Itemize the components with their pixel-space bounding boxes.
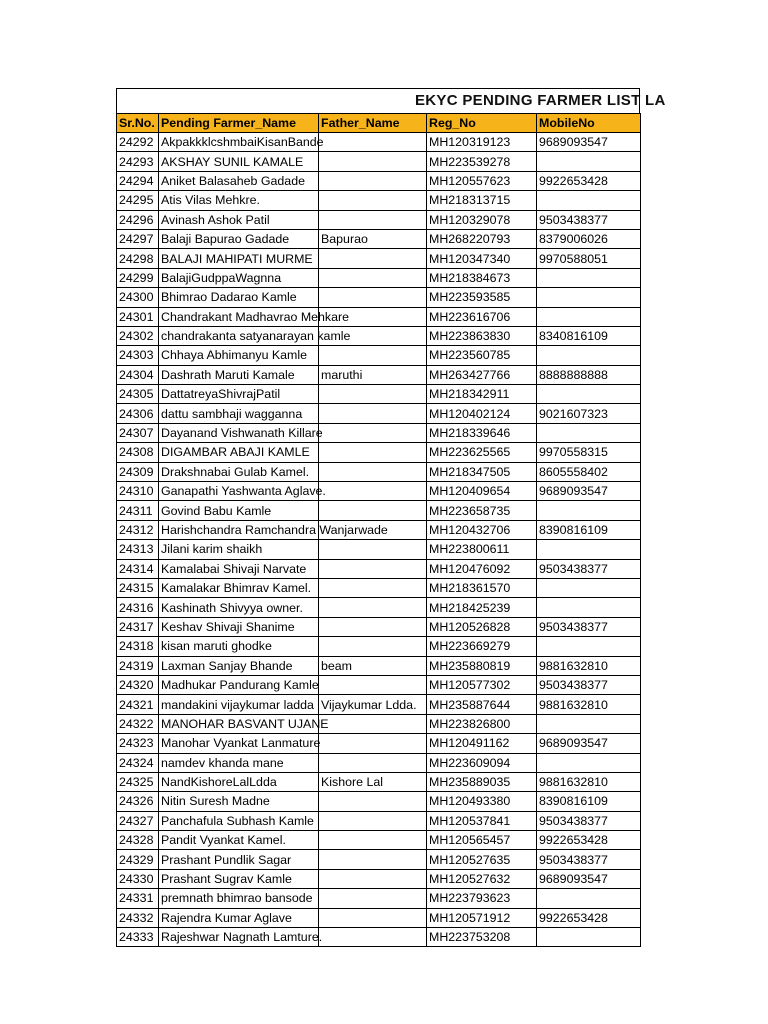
cell-reg-no[interactable]: MH120491162	[427, 734, 537, 753]
table-row	[117, 520, 641, 539]
cell-reg-no[interactable]: MH268220793	[427, 229, 537, 248]
farmer-table	[116, 113, 641, 947]
cell-mobile-no[interactable]: 9503438377	[537, 559, 641, 578]
cell-father-name[interactable]: Vijaykumar Ldda.	[319, 695, 427, 714]
cell-sr-no[interactable]: 24326	[117, 792, 159, 811]
cell-sr-no[interactable]: 24293	[117, 152, 159, 171]
cell-reg-no[interactable]: MH120527635	[427, 850, 537, 869]
cell-reg-no[interactable]: MH223863830	[427, 326, 537, 345]
cell-father-name[interactable]	[319, 307, 427, 326]
cell-reg-no[interactable]: MH218425239	[427, 598, 537, 617]
cell-father-name[interactable]	[319, 133, 427, 152]
table-row	[117, 617, 641, 636]
cell-mobile-no[interactable]: 9970588051	[537, 249, 641, 268]
table-row	[117, 695, 641, 714]
cell-farmer-name[interactable]: Balaji Bapurao Gadade	[159, 229, 319, 248]
cell-mobile-no[interactable]: 9881632810	[537, 656, 641, 675]
cell-mobile-no[interactable]: 9503438377	[537, 811, 641, 830]
cell-sr-no[interactable]: 24317	[117, 617, 159, 636]
table-row	[117, 578, 641, 597]
cell-mobile-no[interactable]: 9503438377	[537, 675, 641, 694]
cell-mobile-no[interactable]: 9922653428	[537, 908, 641, 927]
cell-mobile-no[interactable]: 9689093547	[537, 482, 641, 501]
cell-sr-no[interactable]: 24304	[117, 365, 159, 384]
cell-farmer-name[interactable]: Avinash Ashok Patil	[159, 210, 319, 229]
table-row	[117, 908, 641, 927]
table-row	[117, 171, 641, 190]
cell-father-name[interactable]	[319, 249, 427, 268]
cell-farmer-name[interactable]: Kamalakar Bhimrav Kamel.	[159, 578, 319, 597]
cell-father-name[interactable]: beam	[319, 656, 427, 675]
cell-mobile-no[interactable]: 9503438377	[537, 850, 641, 869]
cell-farmer-name[interactable]: Prashant Pundlik Sagar	[159, 850, 319, 869]
cell-mobile-no[interactable]	[537, 753, 641, 772]
cell-reg-no[interactable]: MH223793623	[427, 889, 537, 908]
cell-mobile-no[interactable]: 8390816109	[537, 792, 641, 811]
header-sr-no[interactable]: Sr.No.	[117, 114, 159, 133]
cell-father-name[interactable]	[319, 288, 427, 307]
cell-sr-no[interactable]: 24302	[117, 326, 159, 345]
cell-father-name[interactable]	[319, 831, 427, 850]
cell-sr-no[interactable]: 24316	[117, 598, 159, 617]
table-row	[117, 249, 641, 268]
cell-father-name[interactable]	[319, 753, 427, 772]
table-row	[117, 501, 641, 520]
cell-farmer-name[interactable]: Drakshnabai Gulab Kamel.	[159, 462, 319, 481]
table-row	[117, 268, 641, 287]
cell-sr-no[interactable]: 24299	[117, 268, 159, 287]
table-row	[117, 229, 641, 248]
cell-sr-no[interactable]: 24315	[117, 578, 159, 597]
cell-sr-no[interactable]: 24296	[117, 210, 159, 229]
table-row	[117, 928, 641, 947]
cell-farmer-name[interactable]: Keshav Shivaji Shanime	[159, 617, 319, 636]
cell-mobile-no[interactable]	[537, 423, 641, 442]
table-row	[117, 404, 641, 423]
cell-farmer-name[interactable]: mandakini vijaykumar ladda	[159, 695, 319, 714]
table-row	[117, 559, 641, 578]
cell-sr-no[interactable]: 24328	[117, 831, 159, 850]
cell-reg-no[interactable]: MH218384673	[427, 268, 537, 287]
cell-sr-no[interactable]: 24295	[117, 191, 159, 210]
cell-reg-no[interactable]: MH223658735	[427, 501, 537, 520]
cell-mobile-no[interactable]	[537, 191, 641, 210]
cell-reg-no[interactable]: MH223669279	[427, 637, 537, 656]
cell-farmer-name[interactable]: Dashrath Maruti Kamale	[159, 365, 319, 384]
cell-father-name[interactable]	[319, 385, 427, 404]
cell-reg-no[interactable]: MH218342911	[427, 385, 537, 404]
cell-father-name[interactable]	[319, 637, 427, 656]
cell-father-name[interactable]	[319, 268, 427, 287]
table-row	[117, 675, 641, 694]
cell-farmer-name[interactable]: Rajeshwar Nagnath Lamture.	[159, 928, 319, 947]
cell-reg-no[interactable]: MH223826800	[427, 714, 537, 733]
cell-sr-no[interactable]: 24331	[117, 889, 159, 908]
sheet-title: EKYC PENDING FARMER LIST LA	[415, 92, 666, 109]
table-body	[117, 133, 641, 947]
cell-sr-no[interactable]: 24321	[117, 695, 159, 714]
cell-mobile-no[interactable]	[537, 385, 641, 404]
header-farmer-name[interactable]: Pending Farmer_Name	[159, 114, 319, 133]
cell-sr-no[interactable]: 24312	[117, 520, 159, 539]
table-row	[117, 850, 641, 869]
cell-father-name[interactable]: Kishore Lal	[319, 772, 427, 791]
cell-sr-no[interactable]: 24297	[117, 229, 159, 248]
cell-reg-no[interactable]: MH223560785	[427, 346, 537, 365]
cell-sr-no[interactable]: 24313	[117, 540, 159, 559]
cell-farmer-name[interactable]: Dayanand Vishwanath Killare	[159, 423, 319, 442]
cell-farmer-name[interactable]: Chhaya Abhimanyu Kamle	[159, 346, 319, 365]
cell-mobile-no[interactable]: 9881632810	[537, 772, 641, 791]
cell-father-name[interactable]	[319, 889, 427, 908]
table-row	[117, 753, 641, 772]
cell-reg-no[interactable]: MH120557623	[427, 171, 537, 190]
cell-father-name[interactable]	[319, 869, 427, 888]
cell-farmer-name[interactable]: Pandit Vyankat Kamel.	[159, 831, 319, 850]
cell-reg-no[interactable]: MH218339646	[427, 423, 537, 442]
cell-farmer-name[interactable]: namdev khanda mane	[159, 753, 319, 772]
table-row	[117, 385, 641, 404]
cell-mobile-no[interactable]: 9021607323	[537, 404, 641, 423]
cell-reg-no[interactable]: MH120571912	[427, 908, 537, 927]
table-row	[117, 792, 641, 811]
table-row	[117, 869, 641, 888]
cell-reg-no[interactable]: MH120409654	[427, 482, 537, 501]
cell-father-name[interactable]	[319, 501, 427, 520]
cell-farmer-name[interactable]: AKSHAY SUNIL KAMALE	[159, 152, 319, 171]
cell-father-name[interactable]	[319, 520, 427, 539]
cell-sr-no[interactable]: 24307	[117, 423, 159, 442]
cell-reg-no[interactable]: MH120432706	[427, 520, 537, 539]
cell-sr-no[interactable]: 24308	[117, 443, 159, 462]
cell-sr-no[interactable]: 24298	[117, 249, 159, 268]
cell-reg-no[interactable]: MH223800611	[427, 540, 537, 559]
cell-mobile-no[interactable]	[537, 598, 641, 617]
cell-reg-no[interactable]: MH218361570	[427, 578, 537, 597]
cell-reg-no[interactable]: MH120493380	[427, 792, 537, 811]
cell-sr-no[interactable]: 24318	[117, 637, 159, 656]
cell-father-name[interactable]: Bapurao	[319, 229, 427, 248]
cell-mobile-no[interactable]: 8605558402	[537, 462, 641, 481]
cell-farmer-name[interactable]: Atis Vilas Mehkre.	[159, 191, 319, 210]
table-row	[117, 734, 641, 753]
cell-father-name[interactable]	[319, 734, 427, 753]
cell-father-name[interactable]	[319, 423, 427, 442]
cell-reg-no[interactable]: MH120526828	[427, 617, 537, 636]
cell-farmer-name[interactable]: BalajiGudppaWagnna	[159, 268, 319, 287]
cell-father-name[interactable]	[319, 404, 427, 423]
cell-farmer-name[interactable]: Madhukar Pandurang Kamle	[159, 675, 319, 694]
cell-farmer-name[interactable]: Manohar Vyankat Lanmature	[159, 734, 319, 753]
cell-father-name[interactable]	[319, 598, 427, 617]
table-row	[117, 210, 641, 229]
table-row	[117, 288, 641, 307]
cell-reg-no[interactable]: MH223593585	[427, 288, 537, 307]
cell-reg-no[interactable]: MH120402124	[427, 404, 537, 423]
table-row	[117, 307, 641, 326]
cell-mobile-no[interactable]: 8340816109	[537, 326, 641, 345]
cell-farmer-name[interactable]: Laxman Sanjay Bhande	[159, 656, 319, 675]
cell-mobile-no[interactable]: 9689093547	[537, 734, 641, 753]
cell-farmer-name[interactable]: Prashant Sugrav Kamle	[159, 869, 319, 888]
cell-farmer-name[interactable]: Harishchandra Ramchandra Wanjarwade	[159, 520, 319, 539]
cell-farmer-name[interactable]: Nitin Suresh Madne	[159, 792, 319, 811]
cell-father-name[interactable]	[319, 210, 427, 229]
cell-father-name[interactable]	[319, 540, 427, 559]
cell-reg-no[interactable]: MH218313715	[427, 191, 537, 210]
cell-sr-no[interactable]: 24303	[117, 346, 159, 365]
cell-father-name[interactable]: maruthi	[319, 365, 427, 384]
cell-mobile-no[interactable]: 9922653428	[537, 171, 641, 190]
cell-father-name[interactable]	[319, 928, 427, 947]
cell-mobile-no[interactable]: 8390816109	[537, 520, 641, 539]
table-row	[117, 772, 641, 791]
spreadsheet	[116, 88, 666, 947]
table-row	[117, 133, 641, 152]
cell-father-name[interactable]	[319, 171, 427, 190]
cell-father-name[interactable]	[319, 811, 427, 830]
cell-father-name[interactable]	[319, 443, 427, 462]
cell-father-name[interactable]	[319, 578, 427, 597]
table-row	[117, 889, 641, 908]
cell-sr-no[interactable]: 24332	[117, 908, 159, 927]
header-mobile-no[interactable]: MobileNo	[537, 114, 641, 133]
header-row	[117, 114, 641, 133]
table-row	[117, 191, 641, 210]
table-row	[117, 811, 641, 830]
cell-farmer-name[interactable]: Rajendra Kumar Aglave	[159, 908, 319, 927]
title-row	[116, 88, 666, 113]
table-row	[117, 346, 641, 365]
cell-reg-no[interactable]: MH120527632	[427, 869, 537, 888]
cell-mobile-no[interactable]	[537, 637, 641, 656]
cell-mobile-no[interactable]	[537, 501, 641, 520]
cell-mobile-no[interactable]	[537, 540, 641, 559]
cell-sr-no[interactable]: 24325	[117, 772, 159, 791]
cell-farmer-name[interactable]: premnath bhimrao bansode	[159, 889, 319, 908]
cell-father-name[interactable]	[319, 482, 427, 501]
cell-father-name[interactable]	[319, 714, 427, 733]
cell-reg-no[interactable]: MH120329078	[427, 210, 537, 229]
cell-father-name[interactable]	[319, 152, 427, 171]
cell-reg-no[interactable]: MH235889035	[427, 772, 537, 791]
cell-mobile-no[interactable]: 9922653428	[537, 831, 641, 850]
cell-reg-no[interactable]: MH218347505	[427, 462, 537, 481]
cell-farmer-name[interactable]: DIGAMBAR ABAJI KAMLE	[159, 443, 319, 462]
cell-father-name[interactable]	[319, 346, 427, 365]
cell-sr-no[interactable]: 24314	[117, 559, 159, 578]
table-row	[117, 637, 641, 656]
cell-sr-no[interactable]: 24306	[117, 404, 159, 423]
cell-mobile-no[interactable]: 9503438377	[537, 210, 641, 229]
cell-farmer-name[interactable]: AkpakkklcshmbaiKisanBande	[159, 133, 319, 152]
table-row	[117, 462, 641, 481]
table-row	[117, 326, 641, 345]
cell-farmer-name[interactable]: Aniket Balasaheb Gadade	[159, 171, 319, 190]
cell-reg-no[interactable]: MH223609094	[427, 753, 537, 772]
cell-farmer-name[interactable]: kisan maruti ghodke	[159, 637, 319, 656]
cell-farmer-name[interactable]: MANOHAR BASVANT UJANE	[159, 714, 319, 733]
cell-mobile-no[interactable]	[537, 288, 641, 307]
cell-farmer-name[interactable]: Govind Babu Kamle	[159, 501, 319, 520]
cell-mobile-no[interactable]	[537, 578, 641, 597]
header-reg-no[interactable]: Reg_No	[427, 114, 537, 133]
cell-farmer-name[interactable]: DattatreyaShivrajPatil	[159, 385, 319, 404]
table-row	[117, 365, 641, 384]
table-row	[117, 598, 641, 617]
table-row	[117, 152, 641, 171]
cell-reg-no[interactable]: MH120476092	[427, 559, 537, 578]
table-row	[117, 423, 641, 442]
cell-reg-no[interactable]: MH120565457	[427, 831, 537, 850]
cell-mobile-no[interactable]	[537, 714, 641, 733]
cell-mobile-no[interactable]: 8888888888	[537, 365, 641, 384]
cell-mobile-no[interactable]: 9503438377	[537, 617, 641, 636]
cell-father-name[interactable]	[319, 462, 427, 481]
table-row	[117, 714, 641, 733]
cell-reg-no[interactable]: MH235880819	[427, 656, 537, 675]
cell-reg-no[interactable]: MH223753208	[427, 928, 537, 947]
cell-father-name[interactable]	[319, 326, 427, 345]
table-row	[117, 656, 641, 675]
cell-reg-no[interactable]: MH120537841	[427, 811, 537, 830]
cell-sr-no[interactable]: 24322	[117, 714, 159, 733]
cell-father-name[interactable]	[319, 850, 427, 869]
cell-sr-no[interactable]: 24301	[117, 307, 159, 326]
cell-sr-no[interactable]: 24300	[117, 288, 159, 307]
table-row	[117, 482, 641, 501]
table-row	[117, 443, 641, 462]
cell-sr-no[interactable]: 24324	[117, 753, 159, 772]
cell-mobile-no[interactable]: 8379006026	[537, 229, 641, 248]
cell-farmer-name[interactable]: chandrakanta satyanarayan kamle	[159, 326, 319, 345]
cell-farmer-name[interactable]: Bhimrao Dadarao Kamle	[159, 288, 319, 307]
cell-farmer-name[interactable]: BALAJI MAHIPATI MURME	[159, 249, 319, 268]
cell-reg-no[interactable]: MH120577302	[427, 675, 537, 694]
table-row	[117, 831, 641, 850]
cell-father-name[interactable]	[319, 792, 427, 811]
cell-sr-no[interactable]: 24319	[117, 656, 159, 675]
cell-sr-no[interactable]: 24310	[117, 482, 159, 501]
cell-sr-no[interactable]: 24320	[117, 675, 159, 694]
cell-sr-no[interactable]: 24333	[117, 928, 159, 947]
cell-mobile-no[interactable]	[537, 346, 641, 365]
cell-farmer-name[interactable]: Kamalabai Shivaji Narvate	[159, 559, 319, 578]
cell-sr-no[interactable]: 24309	[117, 462, 159, 481]
cell-sr-no[interactable]: 24294	[117, 171, 159, 190]
cell-reg-no[interactable]: MH223616706	[427, 307, 537, 326]
cell-reg-no[interactable]: MH263427766	[427, 365, 537, 384]
cell-farmer-name[interactable]: NandKishoreLalLdda	[159, 772, 319, 791]
cell-sr-no[interactable]: 24330	[117, 869, 159, 888]
cell-mobile-no[interactable]	[537, 928, 641, 947]
cell-mobile-no[interactable]	[537, 889, 641, 908]
cell-farmer-name[interactable]: Kashinath Shivyya owner.	[159, 598, 319, 617]
cell-mobile-no[interactable]	[537, 152, 641, 171]
cell-father-name[interactable]	[319, 559, 427, 578]
cell-sr-no[interactable]: 24329	[117, 850, 159, 869]
cell-mobile-no[interactable]	[537, 268, 641, 287]
cell-father-name[interactable]	[319, 908, 427, 927]
cell-sr-no[interactable]: 24292	[117, 133, 159, 152]
header-father-name[interactable]: Father_Name	[319, 114, 427, 133]
cell-sr-no[interactable]: 24305	[117, 385, 159, 404]
cell-reg-no[interactable]: MH223539278	[427, 152, 537, 171]
cell-farmer-name[interactable]: Ganapathi Yashwanta Aglave.	[159, 482, 319, 501]
cell-farmer-name[interactable]: Jilani karim shaikh	[159, 540, 319, 559]
cell-farmer-name[interactable]: Chandrakant Madhavrao Mehkare	[159, 307, 319, 326]
cell-mobile-no[interactable]: 9970558315	[537, 443, 641, 462]
cell-mobile-no[interactable]: 9689093547	[537, 133, 641, 152]
cell-father-name[interactable]	[319, 675, 427, 694]
cell-reg-no[interactable]: MH235887644	[427, 695, 537, 714]
cell-father-name[interactable]	[319, 191, 427, 210]
cell-sr-no[interactable]: 24323	[117, 734, 159, 753]
cell-reg-no[interactable]: MH120347340	[427, 249, 537, 268]
cell-sr-no[interactable]: 24311	[117, 501, 159, 520]
cell-farmer-name[interactable]: Panchafula Subhash Kamle	[159, 811, 319, 830]
cell-father-name[interactable]	[319, 617, 427, 636]
cell-mobile-no[interactable]: 9881632810	[537, 695, 641, 714]
cell-farmer-name[interactable]: dattu sambhaji wagganna	[159, 404, 319, 423]
cell-mobile-no[interactable]	[537, 307, 641, 326]
cell-sr-no[interactable]: 24327	[117, 811, 159, 830]
cell-reg-no[interactable]: MH223625565	[427, 443, 537, 462]
cell-mobile-no[interactable]: 9689093547	[537, 869, 641, 888]
cell-reg-no[interactable]: MH120319123	[427, 133, 537, 152]
table-row	[117, 540, 641, 559]
